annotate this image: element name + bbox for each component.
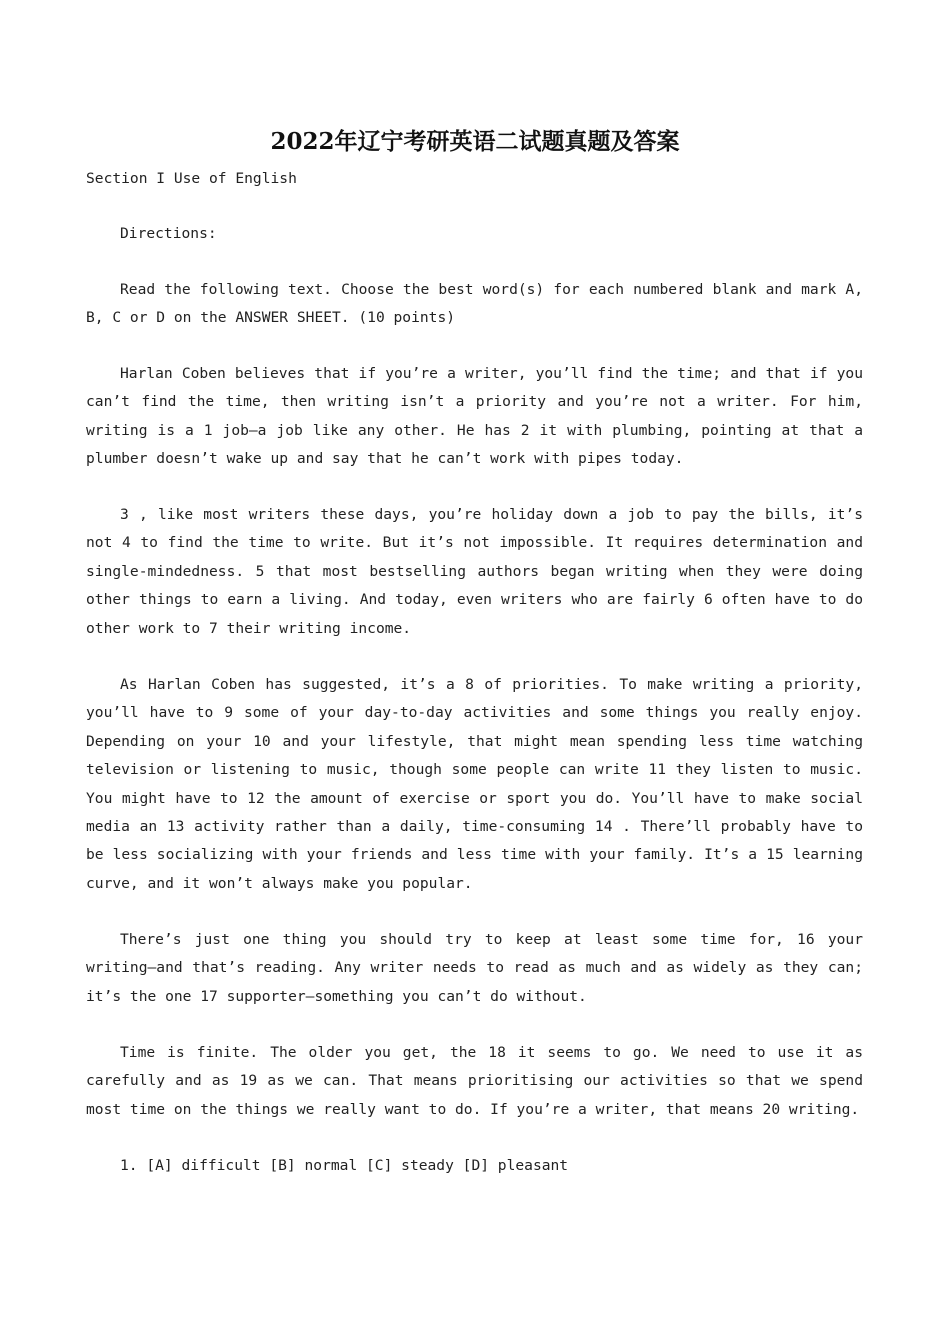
paragraph-2: 3 , like most writers these days, you’re holiday down a job to pay the bills, it’s not 4 to find the time to write. But it’s not impossible. It requires determination and single-mindedness. 5 that most bestselling authors began writing when they were doing other things to earn a living. And today, even writers who are fairly 6 often have to do other work to 7 their writing income.	[86, 506, 863, 637]
paragraph-4: There’s just one thing you should try to keep at least some time for, 16 your writing–and that’s reading. Any writer needs to read as much and as widely as they can; it’s the one 17 supporter–something you can’t do without.	[86, 931, 863, 1005]
page-title: 2022年辽宁考研英语二试题真题及答案	[270, 128, 680, 155]
directions-label: Directions:	[120, 225, 217, 242]
paragraph-5: Time is finite. The older you get, the 18 it seems to go. We need to use it as carefully and as 19 as we can. That means prioritising our activities so that we spend most time on the things we really want to do. If you’re a writer, that means 20 writing.	[86, 1044, 863, 1118]
paragraph-1: Harlan Coben believes that if you’re a writer, you’ll find the time; and that if you can’t find the time, then writing isn’t a priority and you’re not a writer. For him, writing is a 1 job–a job like any other. He has 2 it with plumbing, pointing at that a plumber doesn’t wake up and say that he can’t work with pipes today.	[86, 365, 863, 468]
directions-text: Read the following text. Choose the best word(s) for each numbered blank and mark A, B, C or D on the ANSWER SHEET. (10 points)	[86, 281, 863, 327]
question-1: 1. [A] difficult [B] normal [C] steady [D] pleasant	[120, 1157, 569, 1174]
section-heading: Section I Use of English	[86, 170, 297, 187]
paragraph-3: As Harlan Coben has suggested, it’s a 8 of priorities. To make writing a priority, you’ll have to 9 some of your day-to-day activities and some things you really enjoy. Depending on your 10 and your lifestyle, that might mean spending less time watching television or listening to music, though some people can write 11 they listen to music. You might have to 12 the amount of exercise or sport you do. You’ll have to make social media an 13 activity rather than a daily, time-consuming 14 . There’ll probably have to be less socializing with your friends and less time with your family. It’s a 15 learning curve, and it won’t always make you popular.	[86, 676, 863, 892]
